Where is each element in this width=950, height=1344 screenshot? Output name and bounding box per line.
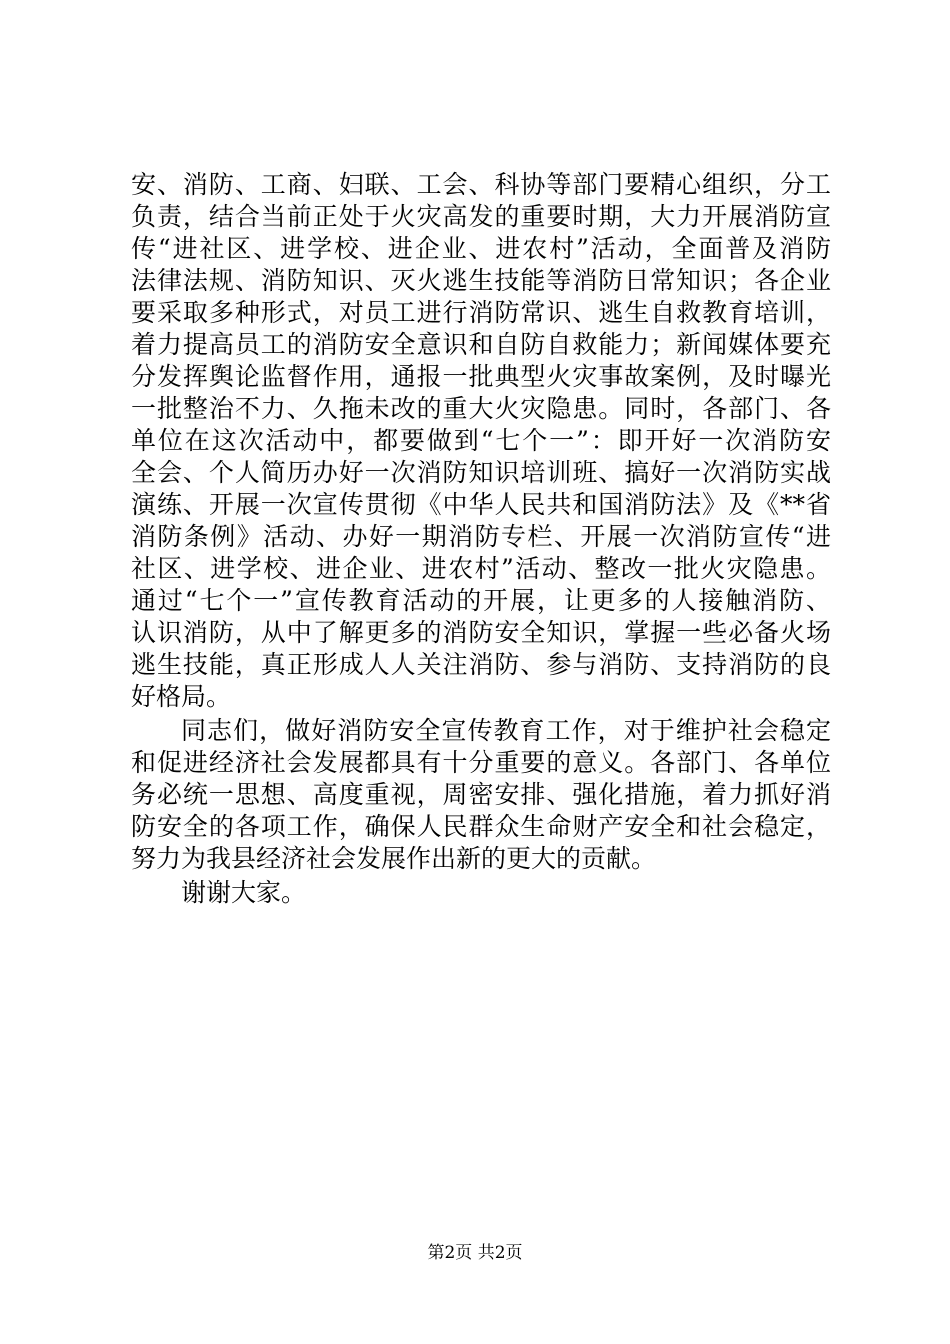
page-number-footer: 第2页 共2页 <box>427 1243 523 1263</box>
paragraph-1-line: 一批整治不力、久拖未改的重大火灾隐患。同时，各部门、各 <box>131 394 831 423</box>
paragraph-1-line: 单位在这次活动中，都要做到“七个一”：即开好一次消防安 <box>131 426 831 455</box>
paragraph-1-line: 通过“七个一”宣传教育活动的开展，让更多的人接触消防、 <box>131 586 831 615</box>
paragraph-1-line: 分发挥舆论监督作用，通报一批典型火灾事故案例，及时曝光 <box>131 362 831 391</box>
closing-line: 谢谢大家。 <box>181 878 307 907</box>
paragraph-1-line: 法律法规、消防知识、灭火逃生技能等消防日常知识；各企业 <box>131 266 831 295</box>
paragraph-1-line: 着力提高员工的消防安全意识和自防自救能力；新闻媒体要充 <box>131 330 831 359</box>
paragraph-2-line: 务必统一思想、高度重视，周密安排、强化措施，着力抓好消 <box>131 780 831 809</box>
paragraph-1-line: 传“进社区、进学校、进企业、进农村”活动，全面普及消防 <box>131 234 831 263</box>
paragraph-2-line: 防安全的各项工作，确保人民群众生命财产安全和社会稳定， <box>131 812 831 841</box>
paragraph-1-line: 安、消防、工商、妇联、工会、科协等部门要精心组织，分工 <box>131 170 831 199</box>
paragraph-1-line: 消防条例》活动、办好一期消防专栏、开展一次消防宣传“进 <box>131 522 831 551</box>
paragraph-2-line: 同志们，做好消防安全宣传教育工作，对于维护社会稳定 <box>181 716 831 745</box>
paragraph-2-line: 和促进经济社会发展都具有十分重要的意义。各部门、各单位 <box>131 748 831 777</box>
paragraph-1-line: 演练、开展一次宣传贯彻《中华人民共和国消防法》及《**省 <box>131 490 831 519</box>
paragraph-1-line: 好格局。 <box>131 682 232 711</box>
paragraph-1-line: 要采取多种形式，对员工进行消防常识、逃生自救教育培训， <box>131 298 831 327</box>
paragraph-1-line: 全会、个人简历办好一次消防知识培训班、搞好一次消防实战 <box>131 458 831 487</box>
paragraph-2-line: 努力为我县经济社会发展作出新的更大的贡献。 <box>131 844 657 873</box>
paragraph-1-line: 逃生技能，真正形成人人关注消防、参与消防、支持消防的良 <box>131 650 831 679</box>
paragraph-1-line: 社区、进学校、进企业、进农村”活动、整改一批火灾隐患。 <box>131 554 831 583</box>
paragraph-1-line: 认识消防，从中了解更多的消防安全知识，掌握一些必备火场 <box>131 618 831 647</box>
paragraph-1-line: 负责，结合当前正处于火灾高发的重要时期，大力开展消防宣 <box>131 202 831 231</box>
